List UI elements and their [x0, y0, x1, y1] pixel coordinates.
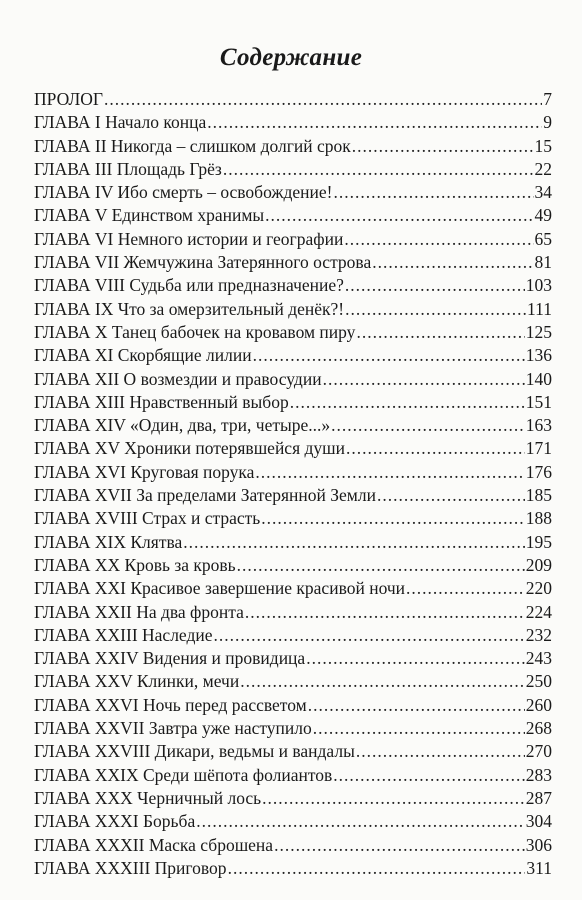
toc-entry-page: 176	[525, 461, 552, 482]
toc-entry-title: ГЛАВА XXIV Видения и провидица	[34, 648, 306, 669]
toc-entry-title: ГЛАВА VI Немного истории и географии	[34, 228, 344, 249]
dot-leader	[356, 740, 525, 763]
dot-leader	[308, 694, 525, 717]
dot-leader	[207, 111, 542, 134]
toc-entry-page: 224	[525, 601, 552, 622]
dot-leader	[265, 204, 533, 227]
dot-leader	[345, 298, 526, 321]
dot-leader	[290, 391, 525, 414]
toc-entry[interactable]	[34, 764, 552, 787]
dot-leader	[183, 531, 524, 554]
toc-entry[interactable]	[34, 321, 552, 344]
toc-entry-page: 260	[525, 694, 552, 715]
dot-leader	[237, 554, 525, 577]
toc-entry[interactable]	[34, 624, 552, 647]
toc-entry-page: 209	[525, 554, 552, 575]
dot-leader	[255, 461, 524, 484]
toc-entry-title: ГЛАВА XXV Клинки, мечи	[34, 671, 240, 692]
toc-entry-page: 283	[525, 764, 552, 785]
toc-entry-page: 250	[525, 671, 552, 692]
toc-entry-title: ГЛАВА XXX Черничный лось	[34, 787, 262, 808]
toc-entry-page: 163	[525, 415, 552, 436]
toc-entry-title: ГЛАВА XIII Нравственный выбор	[34, 391, 289, 412]
toc-entry[interactable]	[34, 647, 552, 670]
toc-entry-title: ГЛАВА XXXII Маска сброшена	[34, 834, 274, 855]
table-of-contents	[34, 88, 552, 880]
dot-leader	[262, 787, 525, 810]
toc-entry-title: ПРОЛОГ	[34, 89, 103, 109]
toc-entry-title: ГЛАВА XXXIII Приговор	[34, 857, 227, 878]
dot-leader	[245, 601, 525, 624]
toc-entry-title: ГЛАВА XXVI Ночь перед рассветом	[34, 694, 307, 715]
toc-entry-page: 232	[525, 624, 552, 645]
toc-entry-title: ГЛАВА III Площадь Грёз	[34, 158, 222, 179]
dot-leader	[334, 181, 534, 204]
toc-entry-page: 140	[525, 368, 552, 389]
dot-leader	[323, 368, 525, 391]
toc-entry[interactable]	[34, 414, 552, 437]
toc-entry[interactable]	[34, 484, 552, 507]
toc-entry-title: ГЛАВА XIV «Один, два, три, четыре...»	[34, 415, 331, 436]
dot-leader	[240, 670, 525, 693]
dot-leader	[356, 321, 524, 344]
toc-entry-page: 15	[534, 135, 552, 156]
toc-entry-page: 111	[527, 298, 552, 319]
toc-entry-title: ГЛАВА VIII Судьба или предназначение?	[34, 275, 344, 296]
toc-entry-page: 270	[525, 741, 552, 762]
toc-entry[interactable]	[34, 834, 552, 857]
toc-entry-title: ГЛАВА XVII За пределами Затерянной Земли	[34, 485, 376, 506]
dot-leader	[214, 624, 525, 647]
toc-entry[interactable]	[34, 344, 552, 367]
toc-entry[interactable]	[34, 531, 552, 554]
toc-entry-title: ГЛАВА II Никогда – слишком долгий срок	[34, 135, 351, 156]
toc-entry-title: ГЛАВА XXVII Завтра уже наступило	[34, 718, 312, 739]
toc-entry-title: ГЛАВА XXIII Наследие	[34, 624, 213, 645]
toc-entry[interactable]	[34, 577, 552, 600]
toc-entry[interactable]	[34, 461, 552, 484]
toc-entry-title: ГЛАВА XXI Красивое завершение красивой ночи	[34, 578, 406, 599]
toc-entry-page: 136	[525, 345, 552, 366]
dot-leader	[223, 158, 534, 181]
toc-entry[interactable]	[34, 810, 552, 833]
toc-entry-page: 125	[525, 321, 552, 342]
toc-entry-title: ГЛАВА XVIII Страх и страсть	[34, 508, 261, 529]
toc-entry[interactable]	[34, 111, 552, 134]
toc-entry-title: ГЛАВА V Единством хранимы	[34, 205, 265, 226]
toc-entry-page: 81	[534, 252, 552, 273]
toc-entry-title: ГЛАВА XIX Клятва	[34, 531, 183, 552]
dot-leader	[274, 834, 525, 857]
toc-entry[interactable]	[34, 670, 552, 693]
dot-leader	[333, 764, 524, 787]
toc-entry-title: ГЛАВА I Начало конца	[34, 112, 207, 133]
toc-entry-title: ГЛАВА X Танец бабочек на кровавом пиру	[34, 321, 356, 342]
toc-entry-page: 306	[525, 834, 552, 855]
toc-entry[interactable]	[34, 181, 552, 204]
toc-entry-page: 195	[525, 531, 552, 552]
toc-entry-page: 185	[525, 485, 552, 506]
toc-entry-page: 65	[534, 228, 552, 249]
toc-entry[interactable]	[34, 391, 552, 414]
toc-entry-title: ГЛАВА XV Хроники потерявшейся души	[34, 438, 345, 459]
toc-entry-page: 268	[525, 718, 552, 739]
toc-entry[interactable]	[34, 274, 552, 297]
toc-entry-page: 49	[534, 205, 552, 226]
toc-entry[interactable]	[34, 135, 552, 158]
dot-leader	[406, 577, 525, 600]
toc-entry-page: 304	[525, 811, 552, 832]
toc-entry-title: ГЛАВА IX Что за омерзительный денёк?!	[34, 298, 345, 319]
dot-leader	[345, 274, 525, 297]
toc-entry-title: ГЛАВА XXVIII Дикари, ведьмы и вандалы	[34, 741, 355, 762]
toc-entry-title: ГЛАВА IV Ибо смерть – освобождение!	[34, 182, 333, 203]
toc-entry[interactable]	[34, 554, 552, 577]
toc-entry[interactable]	[34, 204, 552, 227]
toc-entry-title: ГЛАВА XVI Круговая порука	[34, 461, 255, 482]
toc-entry-title: ГЛАВА XII О возмездии и правосудии	[34, 368, 322, 389]
toc-entry-page: 103	[525, 275, 552, 296]
toc-entry-title: ГЛАВА XXII На два фронта	[34, 601, 244, 622]
toc-entry-page: 171	[525, 438, 552, 459]
toc-entry-page: 311	[526, 857, 552, 878]
toc-entry-page: 151	[525, 391, 552, 412]
toc-entry-page: 9	[543, 112, 552, 133]
page-title: Содержание	[219, 44, 363, 71]
dot-leader	[228, 857, 526, 880]
toc-entry-page: 243	[525, 648, 552, 669]
dot-leader	[352, 135, 534, 158]
dot-leader	[253, 344, 525, 367]
toc-entry[interactable]	[34, 228, 552, 251]
toc-entry-page: 34	[534, 182, 552, 203]
dot-leader	[104, 88, 542, 111]
toc-entry-page: 287	[525, 787, 552, 808]
toc-entry[interactable]	[34, 88, 552, 111]
toc-entry[interactable]	[34, 368, 552, 391]
toc-entry[interactable]	[34, 857, 552, 880]
toc-entry[interactable]	[34, 507, 552, 530]
toc-entry[interactable]	[34, 694, 552, 717]
toc-entry[interactable]	[34, 251, 552, 274]
dot-leader	[344, 228, 533, 251]
toc-entry-title: ГЛАВА XXXI Борьба	[34, 811, 196, 832]
toc-entry-page: 220	[525, 578, 552, 599]
toc-entry[interactable]	[34, 437, 552, 460]
toc-entry-title: ГЛАВА XX Кровь за кровь	[34, 554, 236, 575]
dot-leader	[313, 717, 525, 740]
toc-entry-page: 22	[534, 158, 552, 179]
toc-entry-page: 188	[525, 508, 552, 529]
toc-entry[interactable]	[34, 717, 552, 740]
dot-leader	[372, 251, 533, 274]
dot-leader	[306, 647, 525, 670]
dot-leader	[377, 484, 525, 507]
dot-leader	[196, 810, 525, 833]
toc-entry-title: ГЛАВА XXIX Среди шёпота фолиантов	[34, 764, 333, 785]
toc-entry-page: 7	[543, 89, 552, 109]
toc-entry[interactable]	[34, 740, 552, 763]
toc-entry[interactable]	[34, 298, 552, 321]
toc-entry[interactable]	[34, 158, 552, 181]
dot-leader	[331, 414, 525, 437]
dot-leader	[346, 437, 525, 460]
toc-entry[interactable]	[34, 787, 552, 810]
toc-entry[interactable]	[34, 601, 552, 624]
dot-leader	[261, 507, 524, 530]
toc-entry-title: ГЛАВА XI Скорбящие лилии	[34, 345, 252, 366]
toc-entry-title: ГЛАВА VII Жемчужина Затерянного острова	[34, 252, 372, 273]
